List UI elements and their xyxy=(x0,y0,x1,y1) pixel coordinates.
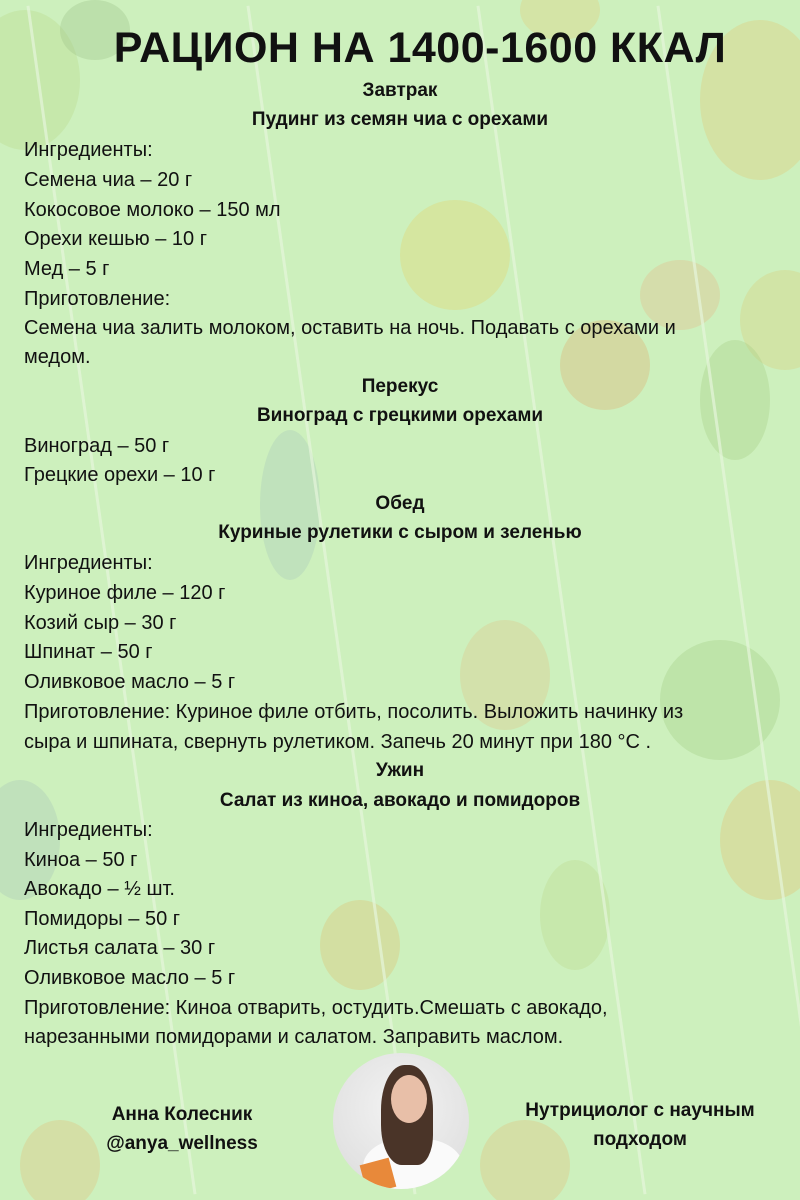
dish-title-lunch: Куриные рулетики с сыром и зеленью xyxy=(218,522,582,543)
ingredient-item: Грецкие орехи – 10 г xyxy=(24,464,216,486)
ingredients-label: Ингредиенты: xyxy=(24,139,153,161)
dish-title-breakfast: Пудинг из семян чиа с орехами xyxy=(251,109,549,130)
ingredients-label: Ингредиенты: xyxy=(24,819,153,841)
prep-text: Приготовление: Куриное филе отбить, посолить. Выложить начинку из xyxy=(24,701,684,723)
ingredient-item: Козий сыр – 30 г xyxy=(24,612,177,634)
prep-label: Приготовление: xyxy=(24,288,171,310)
ingredient-item: Помидоры – 50 г xyxy=(24,908,181,930)
ingredient-item: Листья салата – 30 г xyxy=(24,937,216,959)
ingredient-item: Виноград – 50 г xyxy=(24,435,170,457)
ingredient-item: Оливковое масло – 5 г xyxy=(24,967,236,989)
meal-label-breakfast: Завтрак xyxy=(362,80,438,101)
ingredient-item: Кокосовое молоко – 150 мл xyxy=(24,199,281,221)
prep-text: медом. xyxy=(24,346,91,368)
ingredient-item: Семена чиа – 20 г xyxy=(24,169,193,191)
ingredient-item: Мед – 5 г xyxy=(24,258,110,280)
ingredient-item: Авокадо – ½ шт. xyxy=(24,878,175,900)
prep-text: нарезанными помидорами и салатом. Заправить маслом. xyxy=(24,1026,564,1048)
ingredient-item: Куриное филе – 120 г xyxy=(24,582,226,604)
dish-title-snack: Виноград с грецкими орехами xyxy=(256,405,544,426)
page-title: РАЦИОН НА 1400-1600 ККАЛ xyxy=(113,24,727,72)
author-name: Анна Колесник xyxy=(111,1104,253,1125)
ingredient-item: Орехи кешью – 10 г xyxy=(24,228,207,250)
role-line: подходом xyxy=(593,1129,687,1150)
ingredient-item: Киноа – 50 г xyxy=(24,849,138,871)
role-line: Нутрициолог с научным xyxy=(525,1100,755,1121)
meal-label-lunch: Обед xyxy=(375,493,425,514)
prep-text: Приготовление: Киноа отварить, остудить.Смешать с авокадо, xyxy=(24,997,608,1019)
prep-text: Семена чиа залить молоком, оставить на ночь. Подавать с орехами и xyxy=(24,317,676,339)
avatar xyxy=(333,1053,469,1189)
dish-title-dinner: Салат из киноа, авокадо и помидоров xyxy=(219,790,581,811)
ingredients-label: Ингредиенты: xyxy=(24,552,153,574)
meal-label-snack: Перекус xyxy=(361,376,439,397)
prep-text: сыра и шпината, свернуть рулетиком. Запечь 20 минут при 180 °C . xyxy=(24,731,652,753)
meal-label-dinner: Ужин xyxy=(375,760,425,781)
ingredient-item: Шпинат – 50 г xyxy=(24,641,153,663)
author-role xyxy=(500,1096,780,1154)
author-handle: @anya_wellness xyxy=(106,1133,258,1154)
ingredient-item: Оливковое масло – 5 г xyxy=(24,671,236,693)
author-block xyxy=(92,1100,272,1158)
